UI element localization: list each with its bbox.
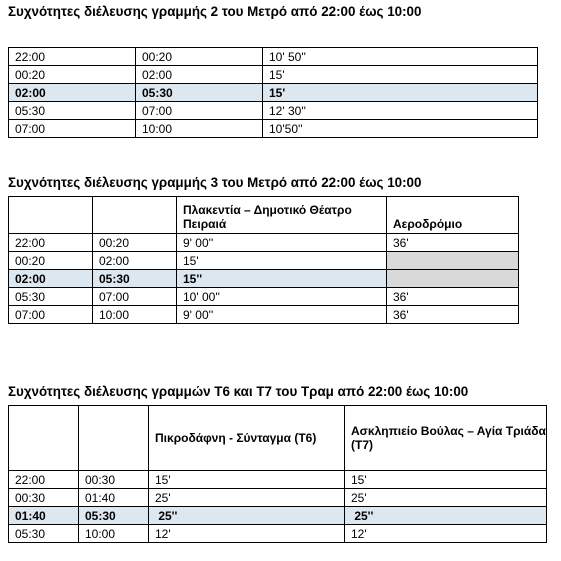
cell-frequency-t7: 25' [345,489,547,507]
cell-frequency-t7: 25'' [345,507,547,525]
cell-frequency-t6: 25' [149,489,345,507]
header-t7: Ασκληπιείο Βούλας – Αγία Τριάδα (Τ7) [345,406,547,471]
cell-frequency: 12' 30'' [263,102,538,120]
cell-frequency: 15' [263,84,538,102]
header-empty [79,406,149,471]
cell-from: 07:00 [9,306,93,324]
cell-from: 07:00 [9,120,136,138]
cell-to: 10:00 [93,306,177,324]
header-empty [93,197,177,234]
cell-to: 00:20 [136,48,263,66]
header-t6: Πικροδάφνη - Σύνταγμα (Τ6) [149,406,345,471]
cell-frequency-aerodromio: 36' [387,288,519,306]
line3-title: Συχνότητες διέλευσης γραμμής 3 του Μετρό από 22:00 έως 10:00 [8,175,422,190]
cell-frequency-plakentia: 9' 00'' [177,234,387,252]
cell-frequency-t7: 12' [345,525,547,543]
cell-frequency-plakentia: 15' [177,252,387,270]
tram-table [8,405,547,543]
cell-from: 02:00 [9,84,136,102]
cell-from: 00:30 [9,489,79,507]
line3-table [8,196,519,324]
cell-from: 01:40 [9,507,79,525]
cell-frequency-t6: 25'' [149,507,345,525]
cell-frequency-aerodromio: 36' [387,306,519,324]
cell-frequency-t7: 15' [345,471,547,489]
cell-frequency: 10' 50'' [263,48,538,66]
cell-to: 00:30 [79,471,149,489]
cell-frequency-t6: 12' [149,525,345,543]
header-empty [9,406,79,471]
cell-to: 05:30 [136,84,263,102]
cell-from: 02:00 [9,270,93,288]
table-row-highlighted [9,270,519,288]
line2-table [8,47,538,138]
cell-to: 10:00 [136,120,263,138]
cell-from: 00:20 [9,66,136,84]
table-row [9,48,538,66]
table-row [9,120,538,138]
table-row [9,66,538,84]
cell-from: 22:00 [9,471,79,489]
table-header-row [9,197,519,234]
cell-from: 00:20 [9,252,93,270]
cell-to: 05:30 [93,270,177,288]
table-row [9,471,547,489]
cell-from: 05:30 [9,288,93,306]
cell-frequency-plakentia: 9' 00'' [177,306,387,324]
table-row [9,306,519,324]
cell-to: 02:00 [93,252,177,270]
table-row [9,525,547,543]
table-row [9,252,519,270]
cell-frequency-aerodromio: 36' [387,234,519,252]
cell-frequency-plakentia: 15'' [177,270,387,288]
cell-from: 22:00 [9,234,93,252]
header-aerodromio: Αεροδρόμιο [387,197,519,234]
table-row [9,288,519,306]
cell-frequency: 10'50'' [263,120,538,138]
table-row-highlighted [9,507,547,525]
cell-frequency: 15' [263,66,538,84]
cell-frequency-aerodromio [387,252,519,270]
line2-title: Συχνότητες διέλευσης γραμμής 2 του Μετρό από 22:00 έως 10:00 [8,4,422,19]
cell-frequency-aerodromio [387,270,519,288]
table-row [9,234,519,252]
cell-to: 10:00 [79,525,149,543]
table-row [9,489,547,507]
cell-to: 07:00 [136,102,263,120]
table-row [9,102,538,120]
cell-to: 07:00 [93,288,177,306]
cell-from: 05:30 [9,102,136,120]
table-header-row [9,406,547,471]
cell-from: 05:30 [9,525,79,543]
cell-to: 02:00 [136,66,263,84]
cell-to: 00:20 [93,234,177,252]
cell-frequency-plakentia: 10' 00'' [177,288,387,306]
cell-to: 01:40 [79,489,149,507]
table-row-highlighted [9,84,538,102]
cell-frequency-t6: 15' [149,471,345,489]
tram-title: Συχνότητες διέλευσης γραμμών Τ6 και Τ7 του Τραμ από 22:00 έως 10:00 [8,384,469,399]
header-empty [9,197,93,234]
cell-from: 22:00 [9,48,136,66]
header-plakentia: Πλακεντία – Δημοτικό Θέατρο Πειραιά [177,197,387,234]
cell-to: 05:30 [79,507,149,525]
